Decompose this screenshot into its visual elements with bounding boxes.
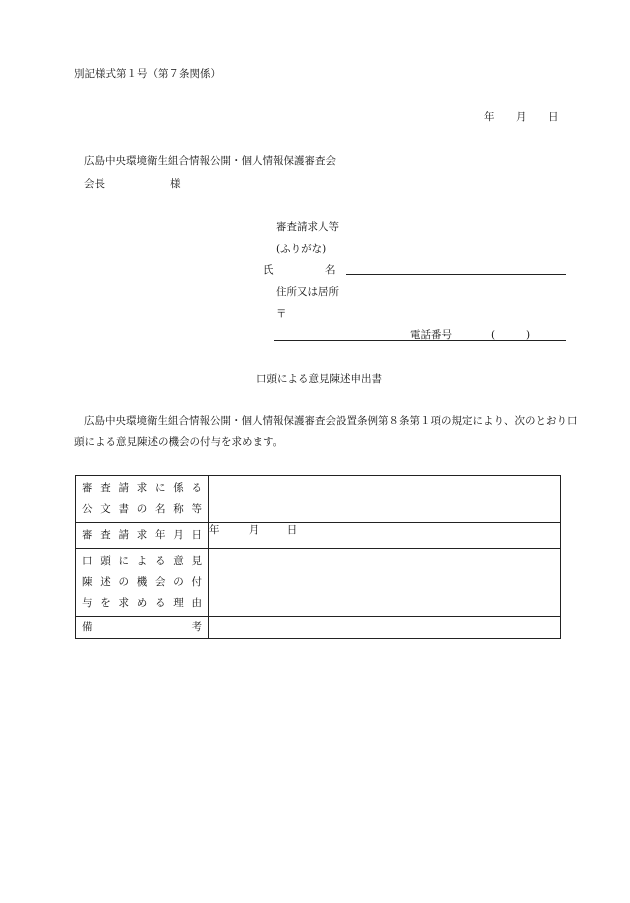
- document-name-label-line-1: 審査請求に係る: [82, 482, 202, 494]
- addressee-title: 会長: [84, 178, 105, 190]
- postal-mark: 〒: [276, 308, 287, 320]
- reason-label-line-1: 口頭による意見: [82, 555, 202, 567]
- reason-field[interactable]: [209, 549, 561, 617]
- name-label-1: 氏: [263, 264, 274, 276]
- document-name-label: [76, 476, 209, 523]
- addressee-honorific: 様: [170, 178, 181, 190]
- document-title: 口頭による意見陳述申出書: [256, 373, 382, 385]
- date-month-label: 月: [516, 111, 527, 123]
- body-text-line-1: 広島中央環境衛生組合情報公開・個人情報保護審査会設置条例第８条第１項の規定により、次のとおり口: [84, 415, 578, 427]
- document-name-label-line-2: 公文書の名称等: [82, 503, 202, 515]
- table-row-remarks: [76, 617, 561, 639]
- request-form-table: [75, 475, 561, 639]
- remarks-label: [76, 617, 209, 639]
- request-date-year: 年: [209, 524, 220, 536]
- phone-paren-close: ): [526, 329, 531, 341]
- body-text-line-2: 頭による意見陳述の機会の付与を求めます。: [74, 436, 284, 448]
- name-label-2: 名: [325, 264, 336, 276]
- reason-label: [76, 549, 209, 617]
- remarks-label-2: 考: [191, 621, 202, 633]
- request-date-label-cell: [76, 523, 209, 549]
- reason-label-line-2: 陳述の機会の付: [82, 576, 202, 588]
- address-label: 住所又は居所: [276, 286, 339, 298]
- table-row-request-date: [76, 523, 561, 549]
- requester-heading: 審査請求人等: [276, 221, 339, 233]
- table-row-document-name: [76, 476, 561, 523]
- addressee-organization: 広島中央環境衛生組合情報公開・個人情報保護審査会: [84, 155, 336, 167]
- request-date-field[interactable]: [209, 523, 561, 549]
- request-date-month: 月: [248, 524, 260, 536]
- remarks-label-1: 備: [82, 621, 93, 633]
- phone-paren-open: (: [491, 329, 496, 341]
- request-date-day: 日: [286, 524, 298, 536]
- reason-label-line-3: 与を求める理由: [82, 597, 202, 609]
- date-year-label: 年: [484, 111, 495, 123]
- date-day-label: 日: [548, 111, 559, 123]
- table-row-reason: [76, 549, 561, 617]
- phone-label: 電話番号: [410, 329, 452, 341]
- remarks-field[interactable]: [209, 617, 561, 639]
- form-number: 別記様式第１号（第７条関係）: [74, 68, 221, 80]
- name-field-line[interactable]: [346, 274, 566, 275]
- request-date-label: 審査請求年月日: [82, 529, 202, 541]
- document-name-field[interactable]: [209, 476, 561, 523]
- furigana-label: (ふりがな): [276, 243, 327, 255]
